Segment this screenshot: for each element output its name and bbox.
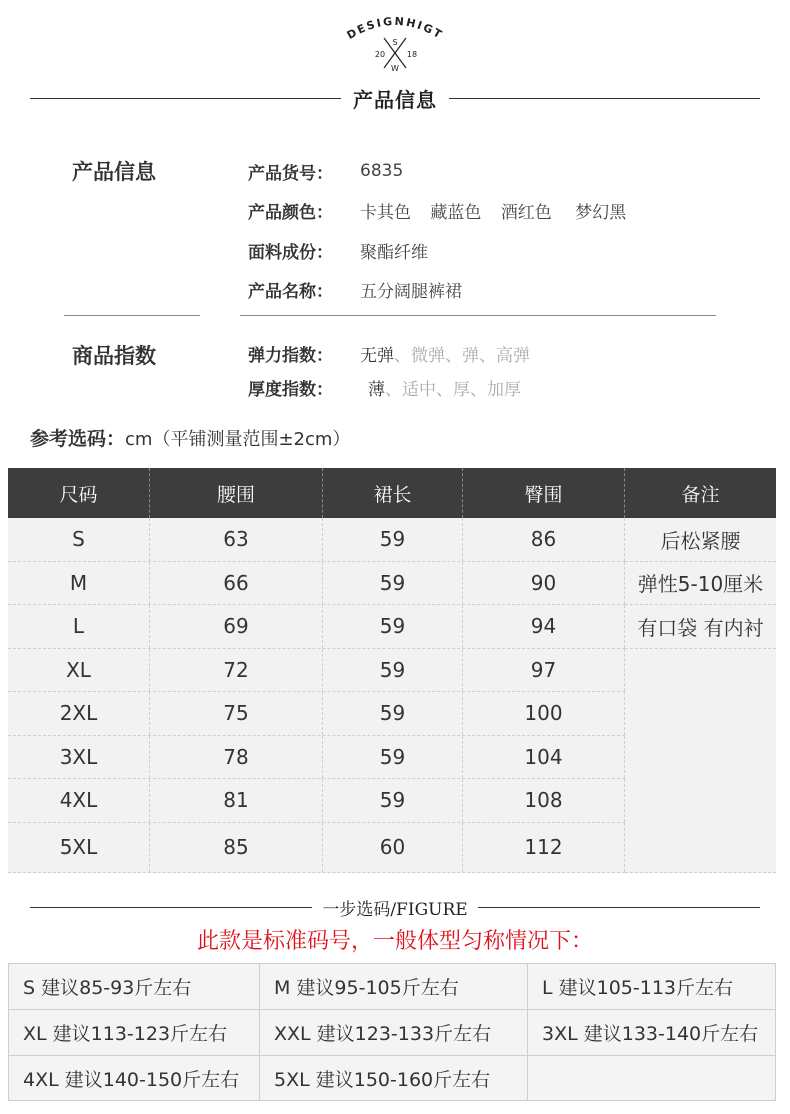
hip-cell: 94 (463, 605, 625, 648)
size-reference-text: cm（平铺测量范围±2cm） (125, 429, 351, 450)
elasticity-option: 微弹 (411, 345, 445, 366)
length-cell: 59 (323, 736, 463, 779)
info-value: 6835 (360, 161, 404, 181)
table-row (8, 649, 625, 693)
standard-size-note: 此款是标准码号，一般体型匀称情况下： (196, 929, 593, 954)
info-row-sku (248, 158, 403, 184)
size-cell: S (8, 518, 150, 561)
recommendation-row (8, 1055, 776, 1101)
section-title-text: 产品信息 (353, 87, 437, 112)
header-length: 裙长 (323, 468, 463, 518)
logo-w: W (391, 64, 399, 73)
size-cell: 5XL (8, 823, 150, 872)
recommendation-cell: XXL 建议123-133斤左右 (260, 1010, 528, 1055)
info-key: 面料成份： (248, 242, 333, 263)
size-table (8, 468, 776, 873)
size-cell: 4XL (8, 779, 150, 822)
hip-cell: 112 (463, 823, 625, 872)
step-title-text: 一步选码/FIGURE (322, 899, 468, 920)
logo-year-left: 20 (374, 50, 386, 59)
divider (240, 315, 716, 316)
thickness-row: 厚度指数： 薄 、 适中 、 厚 、 加厚 (248, 374, 521, 400)
thickness-option: 薄 (368, 379, 385, 400)
length-cell: 59 (323, 649, 463, 692)
elasticity-row: 弹力指数： 无弹 、 微弹 、 弹 、 高弹 (248, 340, 530, 366)
size-cell: XL (8, 649, 150, 692)
recommendation-cell: L 建议105-113斤左右 (528, 964, 776, 1009)
size-table-header (8, 468, 776, 518)
hip-cell: 97 (463, 649, 625, 692)
logo-brand-text: DESIGNHIGT (344, 14, 446, 42)
info-key: 产品名称： (248, 281, 333, 302)
color-option: 梦幻黑 (575, 202, 627, 223)
table-row (8, 518, 625, 562)
size-reference (30, 424, 350, 451)
color-option: 卡其色 (360, 202, 411, 223)
divider (64, 315, 200, 316)
section-title (30, 86, 760, 110)
note-line: 后松紧腰 (625, 518, 776, 562)
info-value (360, 198, 640, 223)
recommendation-row (8, 1009, 776, 1055)
hip-cell: 108 (463, 779, 625, 822)
elasticity-option: 无弹 (360, 345, 394, 366)
recommendation-cell: S 建议85-93斤左右 (8, 964, 260, 1009)
waist-cell: 81 (150, 779, 323, 822)
thickness-option: 适中 (402, 379, 436, 400)
waist-cell: 72 (150, 649, 323, 692)
table-row (8, 562, 625, 606)
hip-cell: 86 (463, 518, 625, 561)
info-value: 五分阔腿裤裙 (360, 281, 462, 302)
logo-s: S (392, 38, 398, 47)
table-row (8, 736, 625, 780)
length-cell: 59 (323, 518, 463, 561)
recommendation-cell (528, 1056, 776, 1100)
header-waist: 腰围 (150, 468, 323, 518)
header-size: 尺码 (8, 468, 150, 518)
info-key: 产品货号： (248, 163, 333, 184)
thickness-option: 厚 (453, 379, 470, 400)
waist-cell: 69 (150, 605, 323, 648)
info-row-fabric (248, 237, 428, 263)
recommendation-cell: M 建议95-105斤左右 (260, 964, 528, 1009)
elasticity-key: 弹力指数： (248, 345, 333, 366)
note-empty (625, 649, 776, 873)
size-cell: 2XL (8, 692, 150, 735)
waist-cell: 85 (150, 823, 323, 872)
waist-cell: 75 (150, 692, 323, 735)
table-row (8, 823, 625, 873)
recommendation-cell: XL 建议113-123斤左右 (8, 1010, 260, 1055)
brand-logo (0, 8, 790, 74)
thickness-option: 加厚 (487, 379, 521, 400)
step-title (30, 896, 760, 918)
elasticity-option: 高弹 (496, 345, 530, 366)
size-cell: 3XL (8, 736, 150, 779)
length-cell: 59 (323, 779, 463, 822)
recommendation-row (8, 963, 776, 1009)
size-cell: L (8, 605, 150, 648)
table-row (8, 605, 625, 649)
color-option: 酒红色 (500, 202, 552, 223)
length-cell: 59 (323, 692, 463, 735)
recommendation-cell: 3XL 建议133-140斤左右 (528, 1010, 776, 1055)
note-column (625, 518, 776, 873)
info-key: 产品颜色： (248, 202, 333, 223)
product-info-label: 产品信息 (72, 160, 156, 184)
hip-cell: 104 (463, 736, 625, 779)
logo-year-right: 18 (406, 50, 418, 59)
thickness-key: 厚度指数： (248, 379, 333, 400)
waist-cell: 63 (150, 518, 323, 561)
size-cell: M (8, 562, 150, 605)
note-line: 有口袋 有内衬 (625, 605, 776, 649)
recommendation-cell: 4XL 建议140-150斤左右 (8, 1056, 260, 1100)
hip-cell: 100 (463, 692, 625, 735)
header-hip: 臀围 (463, 468, 625, 518)
header-note: 备注 (681, 483, 720, 506)
length-cell: 59 (323, 605, 463, 648)
waist-cell: 78 (150, 736, 323, 779)
length-cell: 60 (323, 823, 463, 872)
weight-recommendation-grid (8, 963, 776, 1101)
recommendation-cell: 5XL 建议150-160斤左右 (260, 1056, 528, 1100)
size-reference-label: 参考选码： (30, 428, 126, 450)
product-index-label: 商品指数 (72, 344, 156, 368)
info-row-colors (248, 197, 640, 223)
note-line: 弹性5-10厘米 (625, 562, 776, 606)
info-value: 聚酯纤维 (360, 242, 428, 263)
info-row-name (248, 276, 462, 302)
hip-cell: 90 (463, 562, 625, 605)
elasticity-option: 弹 (462, 345, 479, 366)
table-row (8, 779, 625, 823)
waist-cell: 66 (150, 562, 323, 605)
length-cell: 59 (323, 562, 463, 605)
color-option: 藏蓝色 (430, 202, 482, 223)
table-row (8, 692, 625, 736)
